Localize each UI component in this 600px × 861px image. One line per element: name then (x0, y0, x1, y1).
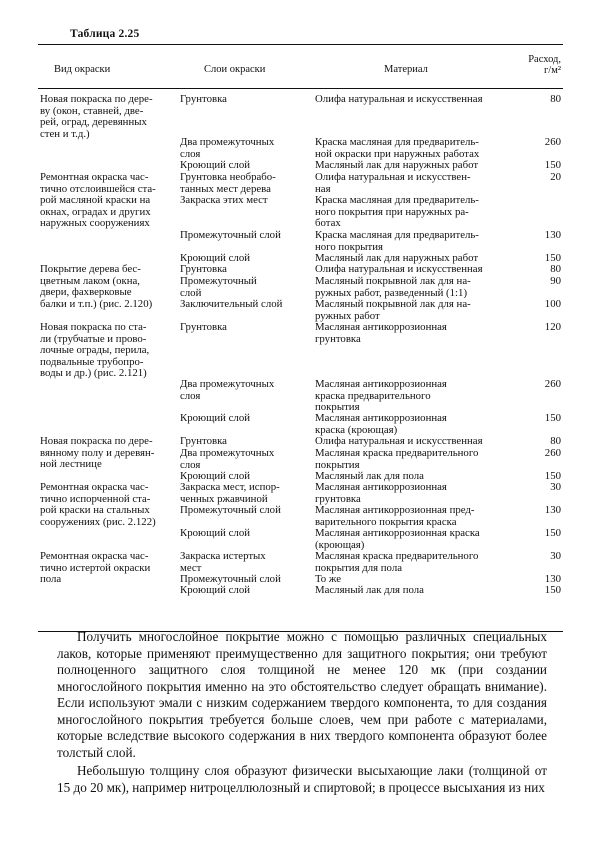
cell-line: танных мест дерева (180, 182, 271, 195)
cell-line: Кроющий слой (180, 159, 250, 171)
cell-line: Новая покраска по дере- (40, 93, 153, 105)
cell-line: 150 (544, 412, 561, 424)
layer-cell (180, 585, 315, 597)
layer-cell (180, 448, 315, 471)
material-cell (315, 299, 530, 322)
cell-line: 150 (544, 252, 561, 264)
cell-line: краска предварительного (315, 389, 431, 402)
cell-line: Промежуточный (180, 275, 257, 287)
painting-table (38, 44, 563, 632)
cell-line: Масляная антикоррозионная (315, 412, 447, 424)
layer-cell (180, 172, 315, 195)
cell-line: Грунтовка (180, 321, 227, 333)
cell-line: двери, фахверковые (40, 286, 132, 298)
cell-line: Закраска этих мест (180, 194, 268, 206)
cell-line: ружных работ, разведенный (1:1) (315, 286, 468, 299)
cell-line: 30 (550, 481, 561, 493)
material-cell (315, 585, 530, 597)
cell-line: тично истертой окраски (40, 561, 151, 574)
cell-line: (кроющая) (315, 538, 365, 551)
header-paint-type: Вид окраски (54, 64, 111, 75)
cell-line: Грунтовка (180, 263, 227, 275)
cell-line: Грунтовка (180, 435, 227, 447)
consumption-cell (521, 276, 561, 288)
material-cell (315, 505, 530, 528)
consumption-cell (521, 160, 561, 172)
cell-line: цветным лаком (окна, (40, 274, 140, 287)
cell-line: Грунтовка (180, 93, 227, 105)
cell-line: слоя (180, 458, 201, 471)
material-cell (315, 137, 530, 160)
cell-line: грунтовка (315, 332, 361, 345)
cell-line: Закраска истертых (180, 550, 266, 562)
cell-line: балки и т.п.) (рис. 2.120) (40, 297, 153, 310)
cell-line: сооружениях (рис. 2.122) (40, 515, 156, 528)
cell-line: лочные ограды, перила, (40, 344, 150, 356)
cell-line: рой масляной краски на (40, 194, 151, 206)
header-consumption-label: Расход, (528, 54, 561, 65)
layer-cell (180, 379, 315, 402)
cell-line: Масляная антикоррозионная краска (315, 527, 480, 539)
cell-line: Масляный лак для наружных работ (315, 252, 479, 264)
cell-line: ружных работ (315, 309, 380, 322)
cell-line: Промежуточный слой (180, 229, 281, 241)
cell-line: То же (315, 573, 341, 585)
cell-line: Кроющий слой (180, 527, 250, 539)
cell-line: Краска масляная для предваритель- (315, 229, 479, 241)
cell-line: ченных ржавчиной (180, 492, 268, 505)
material-cell (315, 413, 530, 436)
material-cell (315, 379, 530, 414)
cell-line: Кроющий слой (180, 252, 250, 264)
paint-type-cell (40, 94, 180, 140)
cell-line: подвальные трубопро- (40, 355, 144, 368)
table-header (38, 45, 563, 88)
table-body (38, 89, 563, 631)
consumption-cell (521, 585, 561, 597)
cell-line: Кроющий слой (180, 412, 250, 424)
cell-line: 80 (550, 435, 561, 447)
consumption-cell (521, 528, 561, 540)
cell-line: 260 (544, 447, 561, 459)
cell-line: 150 (544, 584, 561, 596)
cell-line: пола (40, 573, 62, 585)
layer-cell (180, 94, 315, 106)
table-caption: Таблица 2.25 (70, 28, 140, 40)
consumption-cell (521, 379, 561, 391)
cell-line: Масляная краска предварительного (315, 550, 479, 562)
cell-line: 150 (544, 159, 561, 171)
cell-line: Промежуточный слой (180, 504, 281, 516)
paragraph: Получить многослойное покрытие можно с помощью различных специальных лаков, которые применяют преимущественно для защитного покрытия; они требуют полноценного защитного слоя толщиной не менее 120 мк (при создании многослойного покрытия именно на это обстоятельство следует обращать внимание). Если используют эмали с низким содержанием твердого компонента, то для создания многослойного покрытия требуется больше слоев, чем при работе с материалами, которые вследствие высокого содержания в них твердого компонента образуют более толстый слой. (57, 629, 547, 760)
layer-cell (180, 322, 315, 334)
cell-line: Промежуточный слой (180, 573, 281, 585)
cell-line: Кроющий слой (180, 584, 250, 596)
material-cell (315, 195, 530, 230)
material-cell (315, 230, 530, 253)
cell-line: Новая покраска по дере- (40, 435, 153, 447)
cell-line: Масляный покрывной лак для на- (315, 275, 471, 287)
cell-line: 150 (544, 470, 561, 482)
cell-line: Два промежуточных (180, 378, 275, 390)
material-cell (315, 94, 530, 106)
cell-line: рей, оград, деревянных (40, 116, 147, 128)
cell-line: Масляный лак для пола (315, 470, 424, 482)
cell-line: окнах, оградах и других (40, 205, 151, 218)
cell-line: Ремонтная окраска час- (40, 550, 149, 562)
paragraph: Небольшую толщину слоя образуют физически высыхающие лаки (толщиной от 15 до 20 мк), например нитроцеллюлозный и спиртовой; в процессе высыхания из них (57, 763, 547, 795)
cell-line: Новая покраска по ста- (40, 321, 147, 333)
cell-line: Масляный лак для наружных работ (315, 159, 479, 171)
header-consumption (528, 54, 561, 76)
consumption-cell (521, 482, 561, 494)
header-material: Материал (384, 64, 428, 75)
consumption-cell (521, 137, 561, 149)
layer-cell (180, 195, 315, 207)
cell-line: стен и т.д.) (40, 127, 90, 140)
cell-line: воды и др.) (рис. 2.121) (40, 367, 147, 379)
layer-cell (180, 528, 315, 540)
consumption-cell (521, 448, 561, 460)
material-cell (315, 276, 530, 299)
layer-cell (180, 264, 315, 276)
material-cell (315, 172, 530, 195)
cell-line: грунтовка (315, 492, 361, 505)
consumption-cell (521, 264, 561, 276)
cell-line: наружных сооружениях (40, 217, 150, 229)
cell-line: слой (180, 286, 202, 299)
cell-line: 150 (544, 527, 561, 539)
paint-type-cell (40, 264, 180, 310)
paint-type-cell (40, 436, 180, 471)
material-cell (315, 322, 530, 345)
material-cell (315, 528, 530, 551)
layer-cell (180, 436, 315, 448)
cell-line: Масляная антикоррозионная (315, 378, 447, 390)
consumption-cell (521, 299, 561, 311)
cell-line: вянному полу и деревян- (40, 446, 155, 459)
cell-line: 80 (550, 93, 561, 105)
cell-line: 130 (544, 504, 561, 516)
cell-line: Масляная антикоррозионная (315, 321, 447, 333)
cell-line: 130 (544, 573, 561, 585)
cell-line: 30 (550, 550, 561, 562)
layer-cell (180, 482, 315, 505)
cell-line: мест (180, 561, 202, 574)
cell-line: ная (315, 182, 331, 195)
cell-line: краска (кроющая) (315, 423, 398, 436)
layer-cell (180, 230, 315, 242)
cell-line: Масляная антикоррозионная (315, 481, 447, 493)
paint-type-cell (40, 551, 180, 586)
cell-line: слоя (180, 147, 201, 160)
header-consumption-unit: г/м² (543, 65, 561, 76)
cell-line: Олифа натуральная и искусственная (315, 263, 483, 275)
layer-cell (180, 413, 315, 425)
cell-line: Покрытие дерева бес- (40, 263, 141, 275)
layer-cell (180, 505, 315, 517)
consumption-cell (521, 413, 561, 425)
cell-line: ного покрытия (315, 240, 383, 253)
cell-line: 90 (550, 275, 561, 287)
cell-line: покрытия (315, 401, 360, 413)
cell-line: Олифа натуральная и искусственная (315, 93, 483, 105)
material-cell (315, 436, 530, 448)
cell-line: ной лестнице (40, 458, 102, 470)
cell-line: Ремонтная окраска час- (40, 171, 149, 183)
cell-line: Масляная краска предварительного (315, 447, 479, 459)
cell-line: Грунтовка необрабо- (180, 171, 276, 183)
cell-line: Два промежуточных (180, 447, 275, 459)
cell-line: 100 (544, 298, 561, 310)
cell-line: рой краски на стальных (40, 504, 150, 516)
cell-line: Заключительный слой (180, 298, 283, 310)
cell-line: Кроющий слой (180, 470, 250, 482)
layer-cell (180, 551, 315, 574)
cell-line: Олифа натуральная и искусствен- (315, 171, 471, 183)
cell-line: Закраска мест, испор- (180, 481, 280, 493)
cell-line: варительного покрытия краска (315, 515, 457, 528)
cell-line: 260 (544, 378, 561, 390)
cell-line: ву (окон, ставней, две- (40, 104, 144, 117)
cell-line: Масляная антикоррозионная пред- (315, 504, 475, 516)
cell-line: Ремонтная окраска час- (40, 481, 149, 493)
consumption-cell (521, 230, 561, 242)
cell-line: Краска масляная для предваритель- (315, 136, 479, 148)
material-cell (315, 264, 530, 276)
layer-cell (180, 299, 315, 311)
cell-line: 130 (544, 229, 561, 241)
material-cell (315, 448, 530, 471)
consumption-cell (521, 94, 561, 106)
cell-line: Два промежуточных (180, 136, 275, 148)
paint-type-cell (40, 322, 180, 380)
layer-cell (180, 160, 315, 172)
consumption-cell (521, 551, 561, 563)
material-cell (315, 160, 530, 172)
cell-line: 80 (550, 263, 561, 275)
cell-line: 260 (544, 136, 561, 148)
layer-cell (180, 137, 315, 160)
cell-line: ботах (315, 217, 341, 229)
material-cell (315, 482, 530, 505)
cell-line: покрытия для пола (315, 561, 402, 574)
layer-cell (180, 276, 315, 299)
cell-line: покрытия (315, 458, 360, 471)
material-cell (315, 551, 530, 574)
body-text (57, 629, 547, 796)
cell-line: ного покрытия при наружных ра- (315, 205, 469, 218)
cell-line: слоя (180, 389, 201, 402)
consumption-cell (521, 172, 561, 184)
cell-line: ной окраски при наружных работах (315, 147, 480, 160)
header-paint-layers: Слои окраски (204, 64, 266, 75)
cell-line: тично испорченной ста- (40, 492, 151, 505)
cell-line: 120 (544, 321, 561, 333)
cell-line: Олифа натуральная и искусственная (315, 435, 483, 447)
cell-line: тично отслоившейся ста- (40, 182, 156, 195)
paint-type-cell (40, 482, 180, 528)
cell-line: Масляный покрывной лак для на- (315, 298, 471, 310)
consumption-cell (521, 436, 561, 448)
consumption-cell (521, 322, 561, 334)
cell-line: Масляный лак для пола (315, 584, 424, 596)
consumption-cell (521, 505, 561, 517)
cell-line: 20 (550, 171, 561, 183)
paint-type-cell (40, 172, 180, 230)
cell-line: Краска масляная для предваритель- (315, 194, 479, 206)
cell-line: ли (трубчатые и прово- (40, 332, 147, 345)
